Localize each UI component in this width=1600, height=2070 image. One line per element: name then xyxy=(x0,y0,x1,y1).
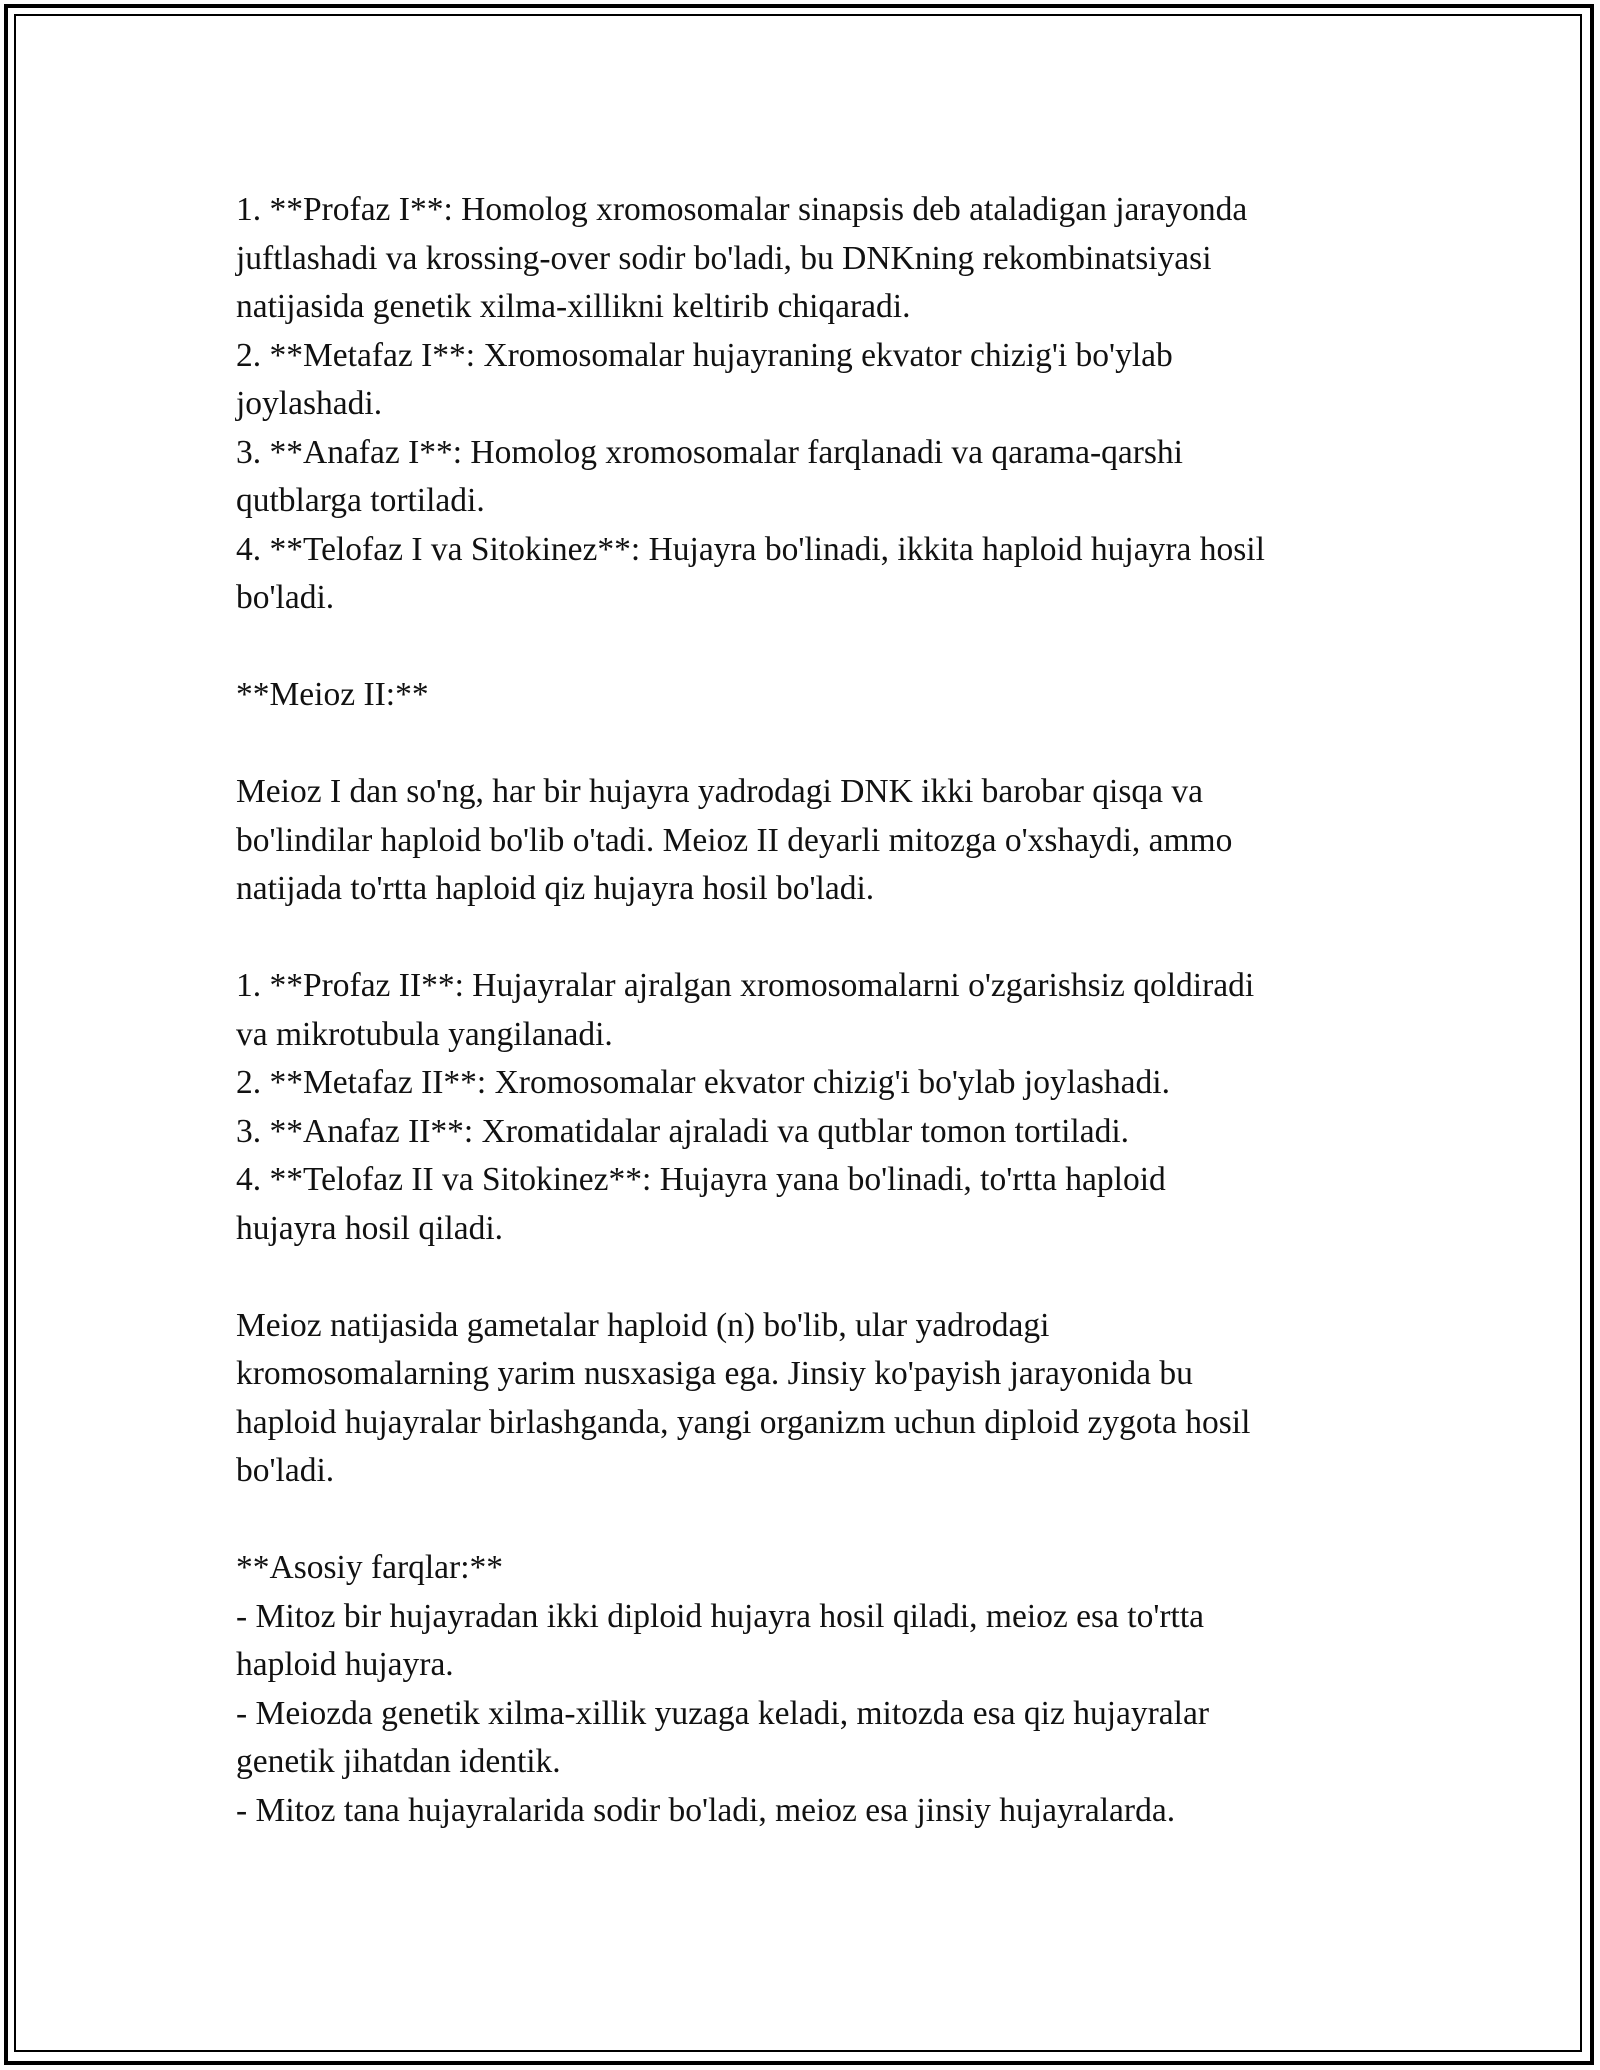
section-heading: **Asosiy farqlar:** xyxy=(236,1549,504,1586)
bullet-line: - Meiozda genetik xilma-xillik yuzaga keladi, mitozda esa qiz hujayralar xyxy=(236,1694,1209,1732)
text-line: 2. **Metafaz I**: Xromosomalar hujayraning ekvator chizig'i bo'ylab xyxy=(236,336,1173,374)
text-line: genetik jihatdan identik. xyxy=(236,1743,561,1780)
text-line: natijada to'rtta haploid qiz hujayra hosil bo'ladi. xyxy=(236,870,875,907)
blank-line xyxy=(236,914,1396,963)
text-line: va mikrotubula yangilanadi. xyxy=(236,1015,613,1053)
text-line: kromosomalarning yarim nusxasiga ega. Jinsiy ko'payish jarayonida bu xyxy=(236,1355,1193,1392)
text-line: bo'lindilar haploid bo'lib o'tadi. Meioz II deyarli mitozga o'xshaydi, ammo xyxy=(236,821,1233,859)
text-line: hujayra hosil qiladi. xyxy=(236,1209,504,1247)
bullet-line: - Mitoz tana hujayralarida sodir bo'ladi, meioz esa jinsiy hujayralarda. xyxy=(236,1791,1176,1829)
text-line: 3. **Anafaz I**: Homolog xromosomalar farqlanadi va qarama-qarshi xyxy=(236,433,1183,471)
text-line: bo'ladi. xyxy=(236,1452,335,1489)
text-line: Meioz natijasida gametalar haploid (n) bo'lib, ular yadrodagi xyxy=(236,1306,1050,1344)
section-heading: **Meioz II:** xyxy=(236,676,429,713)
blank-line xyxy=(236,623,1396,672)
text-line: 4. **Telofaz I va Sitokinez**: Hujayra bo'linadi, ikkita haploid hujayra hosil xyxy=(236,530,1265,568)
blank-line xyxy=(236,1253,1396,1302)
blank-line xyxy=(236,1496,1396,1545)
text-line: 1. **Profaz I**: Homolog xromosomalar sinapsis deb ataladigan jarayonda xyxy=(236,191,1248,228)
text-line: 2. **Metafaz II**: Xromosomalar ekvator chizig'i bo'ylab joylashadi. xyxy=(236,1064,1170,1101)
text-line: natijasida genetik xilma-xillikni keltirib chiqaradi. xyxy=(236,288,911,325)
bullet-line: - Mitoz bir hujayradan ikki diploid hujayra hosil qiladi, meioz esa to'rtta xyxy=(236,1597,1204,1635)
text-line: joylashadi. xyxy=(236,385,383,422)
text-line: haploid hujayralar birlashganda, yangi organizm uchun diploid zygota hosil xyxy=(236,1403,1251,1441)
text-line: juftlashadi va krossing-over sodir bo'ladi, bu DNKning rekombinatsiyasi xyxy=(236,239,1212,277)
text-line: 1. **Profaz II**: Hujayralar ajralgan xromosomalarni o'zgarishsiz qoldiradi xyxy=(236,967,1255,1004)
blank-line xyxy=(236,720,1396,769)
text-line: 3. **Anafaz II**: Xromatidalar ajraladi va qutblar tomon tortiladi. xyxy=(236,1112,1130,1150)
document-body xyxy=(236,186,1396,1835)
text-line: 4. **Telofaz II va Sitokinez**: Hujayra yana bo'linadi, to'rtta haploid xyxy=(236,1161,1166,1198)
text-line: qutblarga tortiladi. xyxy=(236,482,485,519)
text-line: Meioz I dan so'ng, har bir hujayra yadrodagi DNK ikki barobar qisqa va xyxy=(236,773,1204,810)
text-line: bo'ladi. xyxy=(236,579,335,616)
text-line: haploid hujayra. xyxy=(236,1646,454,1683)
